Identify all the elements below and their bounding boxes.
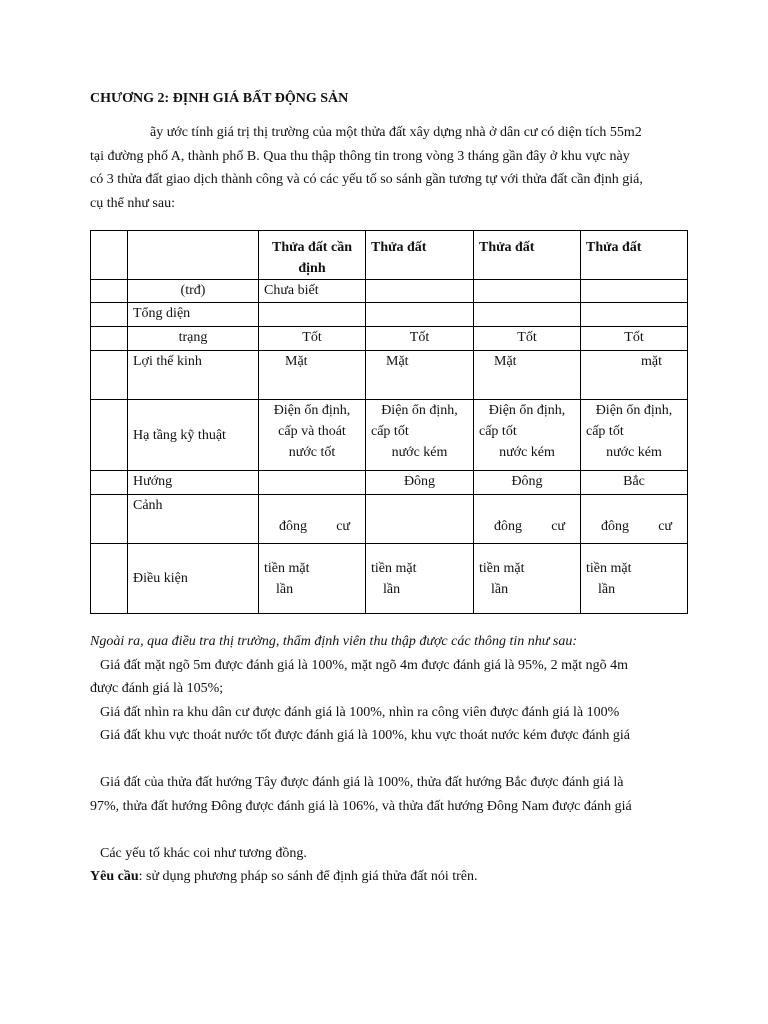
cell-text: nước kém bbox=[391, 445, 448, 460]
note-line: Giá đất của thửa đất hướng Tây được đánh giá là 100%, thửa đất hướng Bắc được đánh giá là bbox=[100, 775, 624, 790]
requirement-line bbox=[90, 865, 684, 889]
cell-text: Điện ổn định, bbox=[273, 403, 351, 418]
intro-paragraph bbox=[90, 121, 684, 215]
row-label-advantage: Lợi thế kinh bbox=[128, 351, 259, 400]
header-land-a: Thửa đất bbox=[366, 231, 474, 280]
header-text: Thửa đất cần bbox=[272, 240, 352, 255]
cell-text: đông bbox=[279, 519, 307, 534]
table-header-row bbox=[91, 231, 688, 280]
table-row bbox=[91, 471, 688, 495]
table-cell bbox=[91, 280, 128, 303]
cell-text: nước kém bbox=[606, 445, 662, 460]
row-label-infra: Hạ tầng kỹ thuật bbox=[128, 400, 259, 471]
note-line: Giá đất khu vực thoát nước tốt được đánh giá là 100%, khu vực thoát nước kém được đánh giá bbox=[100, 728, 631, 743]
blank-line bbox=[90, 818, 684, 842]
cell-b-terms bbox=[474, 544, 581, 614]
cell-b-advantage: Mặt bbox=[474, 351, 581, 400]
page-title: CHƯƠNG 2: ĐỊNH GIÁ BẤT ĐỘNG SẢN bbox=[90, 91, 349, 106]
cell-subject-status: Tốt bbox=[259, 327, 366, 351]
table-row bbox=[91, 303, 688, 327]
cell-a-status: Tốt bbox=[366, 327, 474, 351]
table-row bbox=[91, 544, 688, 614]
table-cell bbox=[91, 303, 128, 327]
intro-line: tại đường phố A, thành phố B. Qua thu thập thông tin trong vòng 3 tháng gần đây ở khu vực này bbox=[90, 148, 630, 164]
table-cell bbox=[366, 280, 474, 303]
table-row bbox=[91, 495, 688, 544]
cell-text: tiền mặt bbox=[371, 560, 417, 576]
row-label-direction: Hướng bbox=[128, 471, 259, 495]
row-label-view: Cảnh bbox=[128, 495, 259, 544]
intro-line: có 3 thửa đất giao dịch thành công và có các yếu tố so sánh gần tương tự với thửa đất cần định giá, bbox=[90, 172, 643, 187]
table-cell bbox=[581, 280, 688, 303]
table-cell bbox=[91, 544, 128, 614]
table-cell bbox=[91, 327, 128, 351]
cell-b-direction: Đông bbox=[474, 471, 581, 495]
cell-a-direction: Đông bbox=[366, 471, 474, 495]
cell-text: tiền mặt bbox=[479, 560, 525, 576]
cell-text: cấp tốt bbox=[371, 424, 409, 439]
header-land-b: Thửa đất bbox=[474, 231, 581, 280]
table-cell bbox=[366, 495, 474, 544]
note-line: 97%, thửa đất hướng Đông được đánh giá là 106%, và thửa đất hướng Đông Nam được đánh giá bbox=[90, 798, 632, 814]
header-land-c: Thửa đất bbox=[581, 231, 688, 280]
cell-text: lần bbox=[276, 581, 294, 597]
table-cell bbox=[128, 231, 259, 280]
cell-c-terms bbox=[581, 544, 688, 614]
cell-subject-advantage: Mặt bbox=[259, 351, 366, 400]
cell-text: đông bbox=[494, 519, 522, 534]
note-line: Giá đất nhìn ra khu dân cư được đánh giá là 100%, nhìn ra công viên được đánh giá là 100% bbox=[100, 704, 620, 720]
notes-section bbox=[90, 630, 684, 889]
row-label-area: Tổng diện bbox=[128, 303, 259, 327]
intro-line: cụ thể như sau: bbox=[90, 195, 175, 211]
cell-text: nước kém bbox=[499, 445, 555, 460]
table-cell bbox=[366, 303, 474, 327]
cell-c-infra bbox=[581, 400, 688, 471]
cell-c-advantage: mặt bbox=[581, 351, 688, 400]
cell-c-direction: Bắc bbox=[581, 471, 688, 495]
table-cell bbox=[91, 471, 128, 495]
cell-text: Điện ổn định, bbox=[488, 403, 566, 418]
note-line: được đánh giá là 105%; bbox=[90, 681, 224, 696]
table-cell bbox=[581, 303, 688, 327]
row-label-status: trạng bbox=[128, 327, 259, 351]
cell-c-view bbox=[581, 495, 688, 544]
requirement-text: : sử dụng phương pháp so sánh để định giá thửa đất nói trên. bbox=[138, 869, 478, 884]
note-line: Các yếu tố khác coi như tương đồng. bbox=[100, 845, 307, 861]
cell-text: cấp và thoát bbox=[278, 424, 346, 439]
header-text: định bbox=[298, 261, 326, 276]
table-cell bbox=[91, 351, 128, 400]
cell-subject-terms bbox=[259, 544, 366, 614]
requirement-label: Yêu cầu bbox=[90, 869, 139, 884]
table-cell bbox=[474, 303, 581, 327]
table-cell bbox=[259, 471, 366, 495]
table-cell bbox=[259, 303, 366, 327]
table-cell bbox=[474, 280, 581, 303]
cell-subject-view bbox=[259, 495, 366, 544]
table-row bbox=[91, 327, 688, 351]
note-line: Giá đất mặt ngõ 5m được đánh giá là 100%, mặt ngõ 4m được đánh giá là 95%, 2 mặt ngõ 4m bbox=[100, 657, 629, 673]
cell-text: lần bbox=[491, 581, 509, 597]
table-cell bbox=[91, 231, 128, 280]
cell-c-status: Tốt bbox=[581, 327, 688, 351]
cell-text: cư bbox=[658, 519, 672, 534]
cell-text: cấp tốt bbox=[479, 424, 517, 439]
notes-lead: Ngoài ra, qua điều tra thị trường, thẩm định viên thu thập được các thông tin như sau: bbox=[90, 634, 577, 649]
cell-text: nước tốt bbox=[288, 445, 336, 460]
cell-text: Điện ổn định, bbox=[595, 403, 673, 418]
cell-text: cư bbox=[336, 519, 350, 534]
row-label-price: (trđ) bbox=[128, 280, 259, 303]
cell-b-status: Tốt bbox=[474, 327, 581, 351]
cell-subject-price: Chưa biết bbox=[259, 280, 366, 303]
table-row bbox=[91, 280, 688, 303]
cell-a-terms bbox=[366, 544, 474, 614]
cell-a-advantage: Mặt bbox=[366, 351, 474, 400]
cell-text: lần bbox=[383, 581, 401, 597]
cell-text: lần bbox=[598, 581, 616, 597]
blank-line bbox=[90, 748, 684, 772]
table-cell bbox=[91, 400, 128, 471]
intro-line: ãy ước tính giá trị thị trường của một thửa đất xây dựng nhà ở dân cư có diện tích 55m2 bbox=[150, 125, 642, 140]
cell-text: đông bbox=[601, 519, 629, 534]
cell-b-infra bbox=[474, 400, 581, 471]
table-row bbox=[91, 400, 688, 471]
cell-text: cấp tốt bbox=[586, 424, 624, 439]
cell-b-view bbox=[474, 495, 581, 544]
cell-text: Điện ổn định, bbox=[381, 403, 458, 418]
row-label-terms: Điều kiện bbox=[128, 544, 259, 614]
cell-text: cư bbox=[551, 519, 565, 534]
table-cell bbox=[91, 495, 128, 544]
comparison-table bbox=[90, 230, 688, 614]
cell-text: tiền mặt bbox=[264, 560, 310, 576]
table-row bbox=[91, 351, 688, 400]
cell-a-infra bbox=[366, 400, 474, 471]
header-subject-land bbox=[259, 231, 366, 280]
cell-subject-infra bbox=[259, 400, 366, 471]
cell-text: tiền mặt bbox=[586, 560, 632, 576]
